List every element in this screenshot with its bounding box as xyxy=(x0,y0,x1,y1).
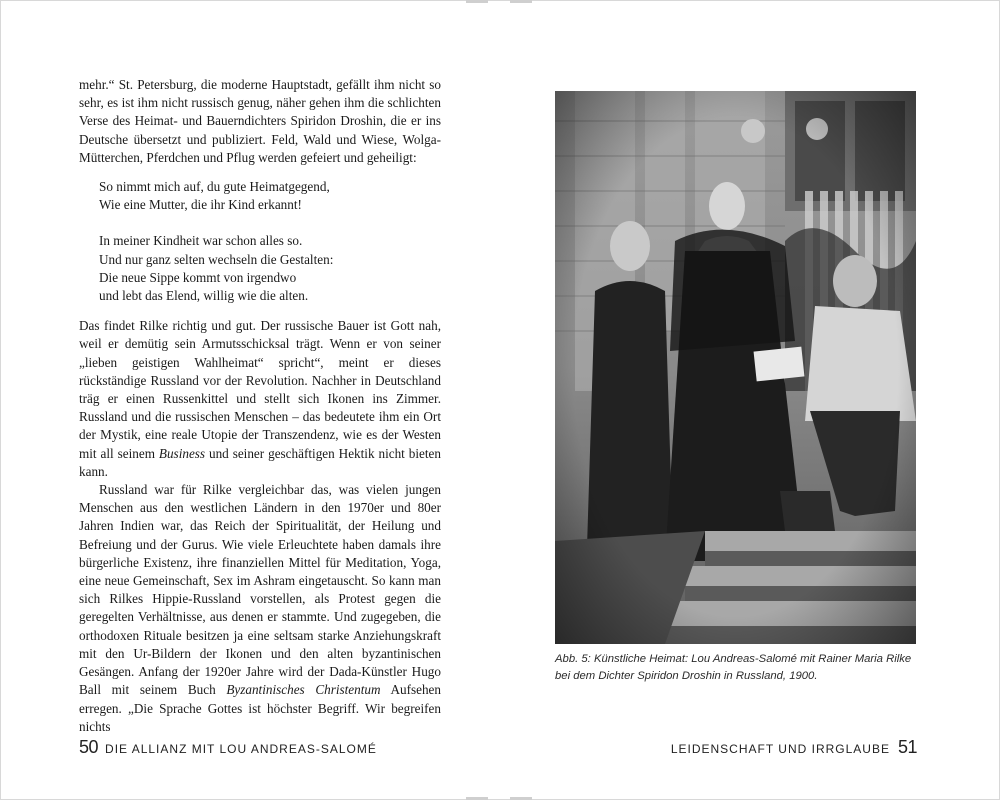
paragraph-2 xyxy=(79,317,441,481)
poem-line: und lebt das Elend, willig wie die alten. xyxy=(99,288,309,304)
poem-line: In meiner Kindheit war schon alles so. xyxy=(99,233,303,249)
paragraph-2-text: Das findet Rilke richtig und gut. Der russische Bauer ist Gott nah, weil er demütig sein Armutsschicksal trägt. Wenn er von seiner „lieben geistigen Wahlheimat“ spricht“, meint er dieses rückständige Russland vor der Revolution. Nachher in Deutschland träg er einen Russenkittel und stellt sich Ikonen ins Zimmer. Russland und die russischen Menschen – das bedeutete ihm ein Ort der Mystik, eine reale Utopie der Transzendenz, wie es der Westen mit all seinem xyxy=(79,318,441,461)
poem-line: Die neue Sippe kommt von irgendwo xyxy=(99,269,297,285)
paragraph-3 xyxy=(79,481,441,736)
paragraph-2-text-end: und seiner geschäftigen Hektik nicht bieten kann. xyxy=(79,445,441,479)
poem-quote xyxy=(99,178,441,305)
poem-stanza-2 xyxy=(99,232,441,305)
historical-photo xyxy=(555,91,916,644)
page-number: 50 xyxy=(79,737,99,757)
italic-book-title: Byzantinisches Christentum xyxy=(226,682,381,698)
poem-line: Wie eine Mutter, die ihr Kind erkannt! xyxy=(99,197,302,213)
photo-illustration xyxy=(555,91,916,644)
italic-term-business: Business xyxy=(158,445,206,461)
page-number: 51 xyxy=(897,737,917,757)
right-page-footer xyxy=(671,737,917,758)
poem-stanza-1 xyxy=(99,178,441,214)
photo-caption: Abb. 5: Künstliche Heimat: Lou Andreas-Salomé mit Rainer Maria Rilke bei dem Dichter Spiridon Droshin in Russland, 1900. xyxy=(555,653,912,682)
running-head: DIE ALLIANZ MIT LOU ANDREAS-SALOMÉ xyxy=(105,742,377,756)
poem-line: So nimmt mich auf, du gute Heimatgegend, xyxy=(99,179,330,195)
right-page xyxy=(500,0,1000,800)
paragraph-1: mehr.“ St. Petersburg, die moderne Hauptstadt, gefällt ihm nicht so sehr, es ist ihm nicht russisch genug, näher gehen ihm die schlichten Verse des Heimat- und Bauerndichters Spiridon Droshin, die er ins Deutsche übersetzt und publiziert. Feld, Wald und Wiese, Wolga-Mütterchen, Pferdchen und Pflug werden gefeiert und geheiligt: xyxy=(79,77,441,165)
paragraph-3-text-end: Aufsehen erregen. „Die Sprache Gottes ist höchster Begriff. Wir begreifen nichts xyxy=(79,682,441,734)
running-head: LEIDENSCHAFT UND IRRGLAUBE xyxy=(670,742,890,756)
body-text xyxy=(79,76,441,736)
left-page-footer xyxy=(79,737,377,758)
paragraph-3-text: Russland war für Rilke vergleichbar das, was vielen jungen Menschen aus den westlichen Ländern in den 1970er und 80er Jahren Indien war, das Reich der Spiritualität, der Heilung und Befreiung und der Gurus. Wie viele Erleuchtete haben damals ihre bürgerliche Existenz, ihre finanziellen Mittel für Meditation, Yoga, eine neue Gemeinschaft, Sex im Ashram eingetauscht. So kann man sich Rilkes Hippie-Russland vorstellen, als Protest gegen die geregelten Verhältnisse, aus denen er stammte. Und zugegeben, die orthodoxen Rituale besitzen ja eine seltsam starke Anziehungskraft mit den Ur-Bildern der Ikonen und den alten byzantinischen Gesängen. Anfang der 1920er Jahre wird der Dada-Künstler Hugo Ball mit seinem Buch xyxy=(79,482,441,698)
poem-line: Und nur ganz selten wechseln die Gestalten: xyxy=(99,251,334,267)
